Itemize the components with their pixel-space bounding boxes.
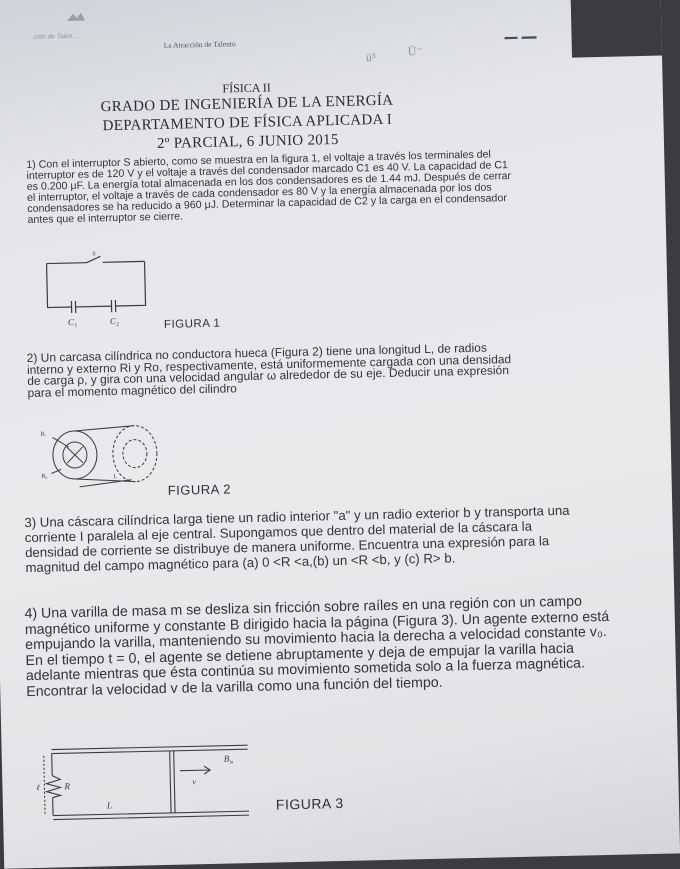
field-label: $B_{in}$ bbox=[223, 753, 234, 766]
figure-3-caption: FIGURA 3 bbox=[275, 794, 344, 813]
switch-label: S bbox=[92, 251, 96, 258]
header-mark-a: ü⁵ bbox=[365, 50, 377, 65]
c2-label: C₂ bbox=[109, 315, 120, 327]
c1-label: C₁ bbox=[67, 316, 78, 328]
header-dash-mark bbox=[504, 34, 538, 41]
university-logo bbox=[65, 11, 87, 25]
ri-label: Rᵢ bbox=[40, 431, 46, 438]
rod-label: L bbox=[106, 800, 113, 811]
background-corner bbox=[570, 0, 662, 58]
exam-department: DEPARTAMENTO DE FÍSICA APLICADA I bbox=[102, 111, 393, 135]
header-mark-b: Ü⁻ bbox=[407, 43, 424, 59]
length-label: L bbox=[113, 474, 118, 481]
exam-info: 2º PARCIAL, 6 JUNIO 2015 bbox=[156, 131, 339, 153]
sliding-rod bbox=[170, 751, 175, 813]
figure-2-caption: FIGURA 2 bbox=[167, 481, 232, 498]
figure-3-rails bbox=[36, 741, 260, 828]
exam-degree: GRADO DE INGENIERÍA DE LA ENERGÍA bbox=[100, 92, 394, 116]
question-2: 2) Un carcasa cilíndrica no conductora hueca (Figura 2) tiene una longitud L, de radios interno y externo Ri y Ro, respectivamente, está uniformemente cargada con una densidad de carga ρ, y gira con una velocidad angular ω alrededor de su eje. Deducir una expresión para el momento magnético del cilindro bbox=[26, 340, 512, 400]
question-4: 4) Una varilla de masa m se desliza sin fricción sobre raíles en una región con un campo magnético uniforme y constante B dirigido hacia la página (Figura 3). Un agente externo está empujando la varilla, manteniendo su movimiento hacia la derecha a velocidad constante v₀. En el tiempo t = 0, el agente se detiene abruptamente y deja de empujar la varilla hacia adelante mientras que ésta continúa su movimiento sometida solo a la fuerza magnética. Encontrar la velocidad v de la varilla como una función del tiempo. bbox=[24, 593, 610, 701]
figure-1-caption: FIGURA 1 bbox=[163, 317, 221, 331]
question-1: 1) Con el interruptor S abierto, como se muestra en la figura 1, el voltaje a través los terminales del interruptor es de 120 V y el voltaje a través del condensador marcado C1 es 40 V. La capacidad de C1 es 0.200 μF. La energía total almacenada en los dos condensadores es de 1.44 mJ. Después de cerrar el interruptor, el voltaje a través de cada condensador es 80 V y la energía almacenada por los dos condensadores se ha reducido a 960 μJ. Determinar la capacidad de C2 y la carga en el condensador antes que el interruptor se cierre. bbox=[26, 148, 512, 226]
figure-1-circuit bbox=[40, 249, 154, 330]
figure-2-cylinder bbox=[38, 415, 170, 498]
capacitor-c1-plates bbox=[71, 301, 75, 313]
exam-subject: FÍSICA II bbox=[222, 80, 271, 96]
question-3: 3) Una cáscara cilíndrica larga tiene un radio interior "a" y un radio exterior b y transporta una corriente I paralela al eje central. Supongamos que dentro del material de la cáscara la densidad de corriente se distribuye de manera uniforme. Encuentra una expresión para la magnitud del campo magnético para (a) 0 <R <a,(b) un <R <b, y (c) R> b. bbox=[24, 502, 570, 576]
resistor-symbol bbox=[46, 775, 60, 797]
header-center-text: La Atracción de Talento bbox=[163, 39, 236, 50]
resistor-label: R bbox=[64, 781, 71, 792]
header-left-text: …ción de Talen… bbox=[27, 32, 79, 41]
capacitor-c2-plates bbox=[111, 300, 115, 312]
ro-label: R₀ bbox=[41, 473, 48, 480]
velocity-label: v bbox=[192, 777, 197, 787]
side-label: ℓ bbox=[36, 782, 40, 792]
